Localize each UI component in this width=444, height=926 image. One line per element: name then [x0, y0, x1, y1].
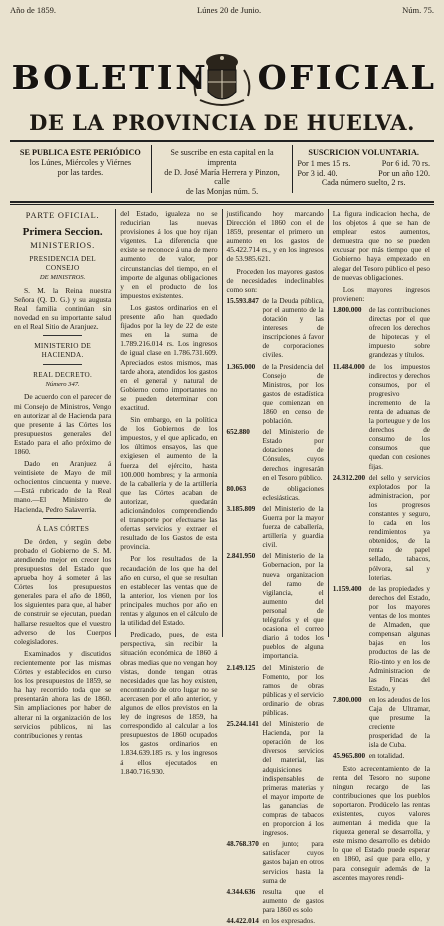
ledger-row [227, 720, 324, 838]
ledger-description: de las propiedades y derechos del Estado, por los mayores ventas de los montes de Almaden, que compensan algunas bajas en los productos de las de Río-tinto y en los de Administracion de las Fincas del Estado, y [368, 584, 430, 693]
ledger-row [227, 888, 324, 915]
ledger-description: en los expresados. [262, 917, 315, 926]
presidencia-subheading: DE MINISTROS. [39, 274, 86, 282]
ledger-row [227, 840, 324, 885]
ledger-description: de la Deuda pública, por el aumento de la dotación y las intereses de inscripciones á favor de corporaciones civiles. [262, 296, 324, 360]
masthead-left: BOLETIN [12, 58, 209, 97]
ledger-row [227, 297, 324, 361]
ledger-row [333, 696, 430, 751]
ledger-amount: 44.422.014 [226, 917, 259, 926]
ledger-amount: 4.344.636 [226, 887, 256, 896]
ledger-row [333, 474, 430, 583]
paragraph: S. M. la Reina nuestra Señora (Q. D. G.) y su augusta Real familia continúan sin novedad en su importante salud en el Real Sitio de Aranjuez. [14, 285, 112, 331]
ledger-row [333, 585, 430, 694]
ledger-description: del sello y servicios explotados por la administracion, por los progresos constantes y seguro, lo cada en los rendimientos ya obtenidos, de la renta de papel sellado, tabacos, pólvora, sal y loterias. [368, 473, 430, 582]
presidencia-heading: PRESIDENCIA DEL CONSEJO [29, 255, 96, 273]
issue-date: Lúnes 20 de Junio. [196, 5, 262, 15]
paragraph: Predicado, pues, de esta perspectiva, sin recibir la situación económica de 1860 á obras medias que no vengan hoy vistas, donde tengan otras necesidades que las hoy existen, encontrando de otro lugar no se acercasen por el año anterior, y algunos de ellos previstos en la ley de ingresos de 1859, ha correspondido al calcular a los presupuestos de 1860 ocupados los gastos ordinarios en 1.834.639.185 rs. y los ingresos á ellos ejecutados en 1.840.716.930. [120, 630, 218, 776]
section-title: Primera Seccion. [22, 226, 103, 239]
issue-line [10, 4, 434, 16]
info-voluntary: SUSCRICION VOLUNTARIA. Por 1 mes 15 rs. Por 6 id. 70 rs. Por 3 id. 40. Por un año 120. Cada número suelto, 2 rs. [292, 145, 434, 193]
ledger-row [333, 306, 430, 361]
rule-top [10, 140, 434, 142]
paragraph: justificando hoy marcando Dirección el 1860 con el de 1859, presentar el primero un aumento en los gastos de 45.422.714 rs., y en los ingresos de 53.985.621. [226, 209, 324, 264]
ledger-row [227, 505, 324, 550]
ledger-amount: 11.484.000 [332, 362, 365, 371]
ledger-amount: 7.800.000 [332, 695, 362, 704]
ledger-amount: 3.185.809 [226, 504, 256, 513]
rule-bottom [10, 201, 434, 203]
paragraph: Examinados y discutidos recientemente por las mismas Córtes y establecidos en curso los los presupuestos de 1859, se ha hay recorrido toda que se presentarán ahora las de 1860. Sin ampliaciones por haber de alterar ni la organización de los servicios públicos, ni las contribuciones y rentas [14, 648, 112, 740]
ledger-amount: 1.365.000 [226, 362, 256, 371]
ledger-description: del Ministerio de la Gobernacion, por la nueva organizacion del ramo de vigilancia, el aumento del personal de telégrafos y el que ocasiona el correo diario á todos los pueblos de alguna importancia. [262, 552, 324, 661]
masthead-subtitle: DE LA PROVINCIA DE HUELVA. [29, 110, 415, 135]
paragraph: Esto acrecentamiento de la renta del Tesoro no supone ningun recargo de las contribuciones que los pueblos soportaron. Prodúcelo las rentas existentes, cuyos valores aumentan á medida que la riqueza general se desarrolla, y este mismo desarrollo es debido lo que el Estado puede esperar en 1860, así que para ello, y para conseguir además de la ascentes mayores rendi- [332, 763, 430, 882]
column-1 [10, 209, 115, 740]
income-list [333, 306, 430, 762]
paragraph: Los mayores ingresos provienen: [332, 284, 430, 303]
ledger-row [333, 363, 430, 472]
issue-number: Núm. 75. [402, 5, 434, 15]
ledger-row [333, 752, 430, 761]
paragraph: De órden, y según debe probado el Gobierno de S. M. atendiendo mejor en crecer los presupuestos del Estado que aprueba hoy á someter á las Córtes los presupuestos generales para el año de 1860, los siguientes para que, al haber de construir se ejecutan, puedan hallarse resueltos que el vuestro adverso de los Cuerpos colegisladores. [14, 536, 112, 646]
paragraph: Dado en Aranjuez á veintisiete de Mayo de mil ochocientos cincuenta y nueve.—Está rubricado de la Real mano.—El Ministro de Hacienda, Pedro Salaverría. [14, 459, 112, 514]
ledger-row [227, 363, 324, 427]
ledger-amount: 15.593.847 [226, 296, 259, 305]
ledger-amount: 25.244.141 [226, 720, 259, 729]
ledger-description: del Ministerio de la Guerra por la mayor fuerza de caballería, artillería y guardia civil. [262, 504, 324, 550]
info-publish: SE PUBLICA ESTE PERIÓDICO los Lúnes, Miércoles y Viérnes por las tardes. [19, 148, 141, 177]
info-subscribe: Se suscribe en esta capital en la imprenta de D. José María Herrera y Pinzon, calle de las Monjas núm. 5. [151, 145, 293, 193]
section-official: PARTE OFICIAL. [25, 211, 100, 220]
decreto-number: Número 347. [45, 381, 80, 389]
ledger-description: del Ministerio de Fomento, por los ramos de obras públicas y el servicio ordinario de obras públicas. [262, 663, 324, 717]
ledger-amount: 1.159.400 [332, 584, 362, 593]
section-ministerios: MINISTERIOS. [30, 241, 95, 251]
ledger-description: de obligaciones eclesiásticas. [262, 484, 324, 502]
ledger-row [227, 917, 324, 926]
ledger-amount: 80.063 [226, 484, 247, 493]
ledger-description: del Ministerio de Estado por dotaciones de Cónsules, cuyos derechos ingresarán en el Tesoro público. [262, 428, 324, 482]
ledger-amount: 1.800.000 [332, 305, 362, 314]
paragraph: Por los resultados de la recaudación de los que ha del año en curso, el que se resultan en establecer las ventas que de la anterior, los vienen por los principales muchos por año en rentas y algunos en el cálculo de la utilidad del Estado. [120, 554, 218, 628]
ledger-description: en junto; para satisfacer cuyos gastos bajan en otros servicios hasta la suma de [262, 840, 324, 885]
ledger-amount: 48.768.370 [226, 840, 259, 849]
issue-year: Año de 1859. [10, 5, 57, 15]
paragraph: Proceden los mayores gastos de necesidades indeclinables como son: [226, 266, 324, 294]
ledger-description: de las contribuciones directas por el que ofrecen los derechos de hipotecas y el impuesto sobre grandezas y títulos. [368, 305, 430, 360]
article-columns [10, 209, 434, 926]
masthead-right: OFICIAL [258, 58, 438, 97]
paragraph: Los gastos ordinarios en el presente año han quedado fijados por la ley de 22 de este mes en la suma de 1.789.216.014 rs. Los ingresos de igual clase en 1.786.731.609. Apreciados estos mismos, mas tarde ahora, atendidos los gastos en el general y natural de Gobierno como importantes no se pueden determinar con exactitud. [120, 302, 218, 412]
info-bar [10, 145, 434, 197]
ledger-amount: 2.149.125 [226, 663, 256, 672]
ledger-description: en totalidad. [368, 752, 405, 761]
decreto-heading: REAL DECRETO. [33, 371, 93, 380]
ledger-description: en los adeudos de los Caja de Ultramar, que presume la creciente prosperidad de la isla de Cuba. [368, 695, 430, 750]
rule-bottom-thin [10, 204, 434, 205]
paragraph: del Estado, igualeza no se reducirian las nuevas provisiones á los que hoy rijan vigentes. La diferencia que existe se reconoce á una de mero aumento de valor, por circunstancias del tiempo, en el importe de algunas obligaciones y en el producto de los impuestos existentes. [120, 209, 218, 300]
paragraph: La figura indicacion hecha, de los objetos á que se han de emplear estos aumentos, demuestra que no se pueden excusar por más tiempo que el Gobierno haya empezado en alegar del Tesoro público el peso de nuevas obligaciones. [332, 209, 430, 282]
ledger-row [227, 428, 324, 483]
ledger-description: resulta que el aumento de gastos para 1860 es solo [262, 887, 324, 914]
ledger-description: del Ministerio de Hacienda, por la operación de los diversos servicios del material, las adquisiciones indispensables de primeras materias y el mayor importe de las ganancias de compras de tabacos en proporcion á los ingresos. [262, 720, 324, 838]
hacienda-heading: MINISTERIO DE HACIENDA. [34, 342, 92, 360]
ledger-amount: 24.312.200 [332, 473, 366, 482]
ledger-amount: 45.965.800 [332, 752, 366, 761]
paragraph: Sin embargo, en la política de los Gobiernos de los impuestos, y el que aplicado, en los últimos ensayos, las que exigiesen el aumento de la fuerza del ejército, hasta 100.000 hombres; y la armonía de la caballería y de la artillería que las Córtes acaban de autorizar, quedarán adicionándolos comprendiendo el transporte por efectuarse las ofertas servicios y extraer el resultado de los Gastos de esta provincia. [120, 415, 218, 552]
column-4 [328, 209, 434, 882]
expense-list [227, 297, 324, 926]
column-2 [115, 209, 221, 776]
ledger-description: de la Presidencia del Consejo de Ministros, por los gastos de estadística que comienzan en 1860 en censo de población. [262, 362, 324, 426]
cortes-heading: Á LAS CÓRTES [36, 524, 90, 533]
ledger-row [227, 664, 324, 719]
ledger-description: de los impuestos indirectos y derechos consumos, por el progresivo incremento de la renta de aduanas de la porteugue y de los derechos de consumo de los consumos que quedan con cesiones fijas. [368, 362, 430, 471]
ledger-row [227, 485, 324, 503]
ledger-amount: 2.841.950 [226, 552, 256, 561]
ledger-row [227, 552, 324, 661]
column-3 [222, 209, 328, 926]
ledger-amount: 652.880 [226, 428, 250, 437]
paragraph: De acuerdo con el parecer de mi Consejo de Ministros, Vengo en autorizar al de Hacienda para que presente á las Córtes los presupuestos generales del Estado para el año próximo de 1860. [14, 392, 112, 456]
